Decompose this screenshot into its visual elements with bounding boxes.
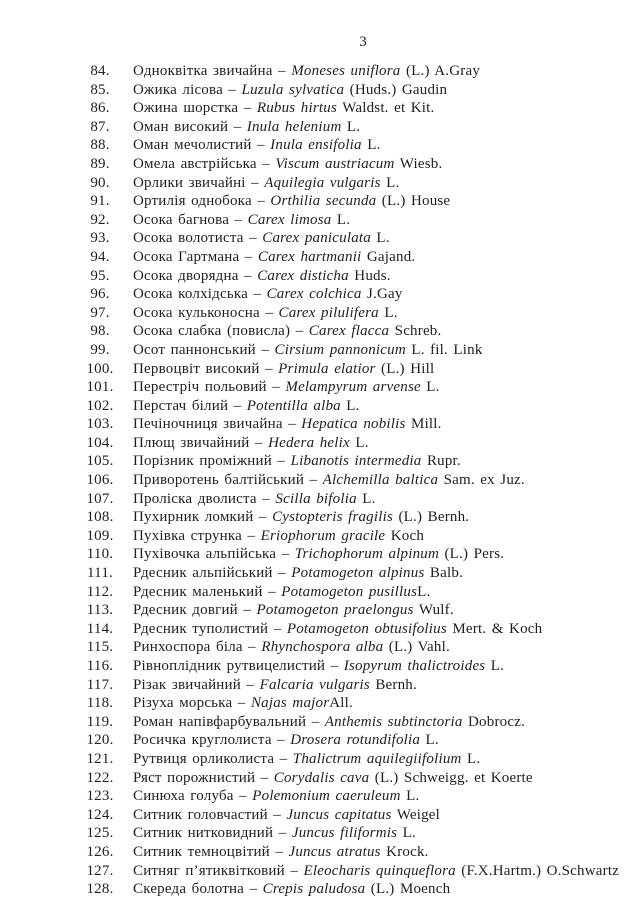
latin-name: Thalictrum aquilegiifolium [292,750,462,767]
list-item [0,545,640,564]
latin-name: Aquilegia vulgaris [264,174,381,191]
item-number: 115. [86,639,114,656]
ukrainian-name: Роман напівфарбувальний – [133,713,325,730]
ukrainian-name: Ситняг п’ятиквітковий – [133,862,304,879]
latin-name: Luzula sylvatica [241,81,345,98]
author-abbreviation: Bernh. [369,676,417,693]
item-text [120,99,434,118]
item-text [120,824,416,843]
ukrainian-name: Рдесник маленький – [133,583,282,600]
item-number: 90. [90,174,110,191]
ukrainian-name: Ожина шорстка – [133,100,257,117]
ukrainian-name: Ряст порожнистий – [133,769,274,786]
list-item [0,397,640,416]
item-text [120,657,504,676]
author-abbreviation: L. fil. Link [405,341,483,358]
latin-name: Cirsium pannonicum [274,341,406,358]
ukrainian-name: Скереда болотна – [133,881,263,898]
item-number: 87. [90,118,110,135]
item-text [120,341,483,360]
item-text [120,769,533,788]
item-number: 85. [90,81,110,98]
ukrainian-name: Ситник нитковидний – [133,825,292,842]
latin-name: Scilla bifolia [275,490,357,507]
latin-name: Primula elatior [278,360,376,377]
item-text [120,490,376,509]
item-number: 98. [90,323,110,340]
item-text [120,880,450,899]
list-item [0,322,640,341]
ukrainian-name: Рдесник довгий – [133,602,257,619]
author-abbreviation: Mert. & Koch [446,620,543,637]
item-text [120,601,454,620]
item-text [120,434,369,453]
latin-name: Anthemis subtinctoria [324,713,463,730]
ukrainian-name: Пухівка струнка – [133,527,261,544]
item-text [120,545,504,564]
item-text [120,285,403,304]
author-abbreviation: (L.) A.Gray [400,63,481,79]
author-abbreviation: Wiesb. [394,155,443,172]
author-abbreviation: (L.) Pers. [439,546,505,563]
latin-name: Cystopteris fragilis [272,509,394,526]
list-item [0,174,640,193]
item-number: 116. [86,658,114,674]
latin-name: Falcaria vulgaris [259,676,370,693]
author-abbreviation: L. [349,434,369,451]
ukrainian-name: Різуха морська – [133,695,251,712]
ukrainian-name: Оман мечолистий – [133,137,271,154]
ukrainian-name: Ринхоспора біла – [133,639,262,656]
list-item [0,118,640,137]
item-text [120,118,360,137]
latin-name: Carex pilulifera [278,304,379,321]
item-number: 101. [86,379,114,396]
item-number: 119. [86,713,114,730]
item-text [120,415,442,434]
item-number: 92. [90,211,110,228]
item-number: 97. [90,304,110,321]
latin-name: Carex colchica [266,286,362,303]
list-item [0,880,640,899]
list-item [0,564,640,583]
author-abbreviation: L. [397,825,416,842]
ukrainian-name: Ситник темноцвітий – [133,843,289,860]
item-number: 109. [86,527,114,544]
author-abbreviation: (L.) Schweigg. et Koerte [369,769,533,786]
item-number: 124. [86,806,114,823]
list-item [0,676,640,695]
latin-name: Carex paniculata [262,230,371,247]
list-item [0,508,640,527]
author-abbreviation: Mill. [405,416,442,433]
list-item [0,843,640,862]
latin-name: Orthilia secunda [270,193,377,210]
ukrainian-name: Осока кульконосна – [133,304,279,321]
list-item [0,360,640,379]
ukrainian-name: Омела австрійська – [133,155,276,172]
latin-name: Carex limosa [247,211,332,228]
author-abbreviation: (L.) Vahl. [383,639,450,656]
latin-name: Moneses uniflora [291,63,401,79]
latin-name: Carex disticha [257,267,349,284]
item-text [120,862,619,881]
author-abbreviation: Huds. [348,267,391,284]
author-abbreviation: All. [329,695,353,712]
ukrainian-name: Росичка круглолиста – [133,732,291,749]
item-text [120,620,542,639]
latin-name: Polemonium caeruleum [252,788,401,805]
item-text [120,731,439,750]
list-item [0,769,640,788]
item-text [120,378,440,397]
latin-name: Potamogeton obtusifolius [286,620,447,637]
item-text [120,229,390,248]
item-text [120,676,417,695]
latin-name: Corydalis cava [273,769,370,786]
item-text [120,750,480,769]
item-number: 89. [90,155,110,172]
list-item [0,620,640,639]
item-text [120,527,424,546]
ukrainian-name: Ситник головчастий – [133,806,287,823]
item-number: 122. [86,769,114,786]
list-item [0,136,640,155]
latin-name: Carex hartmanii [257,248,362,265]
item-text [120,192,450,211]
latin-name: Drosera rotundifolia [290,732,421,749]
item-number: 95. [90,267,110,284]
item-number: 121. [86,750,114,767]
list-item [0,713,640,732]
item-number: 128. [86,881,114,898]
ukrainian-name: Осока Гартмана – [133,248,258,265]
ukrainian-name: Печіночниця звичайна – [133,416,302,433]
ukrainian-name: Рівноплідник рутвицелистий – [133,658,344,674]
ukrainian-name: Різак звичайний – [133,676,260,693]
author-abbreviation: Gajand. [361,248,416,265]
item-text [120,62,480,81]
latin-name: Alchemilla baltica [322,472,439,489]
author-abbreviation: L. [420,732,439,749]
latin-name: Juncus capitatus [286,806,392,823]
item-number: 127. [86,862,114,879]
ukrainian-name: Ожика лісова – [133,81,242,98]
item-text [120,174,399,193]
ukrainian-name: Перестріч польовий – [133,379,286,396]
ukrainian-name: Рдесник альпійський – [133,565,292,582]
item-text [120,322,441,341]
list-item [0,731,640,750]
item-text [120,397,360,416]
item-text [120,155,442,174]
author-abbreviation: L. [361,137,381,154]
author-abbreviation: Dobrocz. [462,713,526,730]
ukrainian-name: Осока колхідська – [133,286,267,303]
latin-name: Inula ensifolia [270,137,362,154]
item-number: 93. [90,230,110,247]
author-abbreviation: L. [420,379,440,396]
ukrainian-name: Проліска дволиста – [133,490,276,507]
species-list [0,62,640,899]
latin-name: Crepis paludosa [262,881,366,898]
author-abbreviation: L. [461,750,481,767]
item-text [120,304,398,323]
ukrainian-name: Синюха голуба – [133,788,253,805]
item-number: 125. [86,825,114,842]
list-item [0,638,640,657]
latin-name: Libanotis intermedia [290,453,422,470]
item-number: 110. [86,546,114,563]
latin-name: Hepatica nobilis [301,416,406,433]
latin-name: Rubus hirtus [256,100,338,117]
ukrainian-name: Одноквітка звичайна – [133,63,292,79]
item-number: 117. [86,676,114,693]
item-number: 102. [86,397,114,414]
list-item [0,490,640,509]
item-text [120,136,381,155]
author-abbreviation: L. [417,583,431,600]
author-abbreviation: (L.) House [376,193,451,210]
list-item [0,583,640,602]
list-item [0,694,640,713]
ukrainian-name: Порізник проміжний – [133,453,291,470]
item-text [120,267,391,286]
latin-name: Rhynchospora alba [261,639,384,656]
list-item [0,267,640,286]
author-abbreviation: (L.) Hill [375,360,435,377]
ukrainian-name: Рдесник туполистий – [133,620,287,637]
author-abbreviation: Koch [385,527,425,544]
item-number: 86. [90,100,110,117]
item-text [120,471,525,490]
latin-name: Viscum austriacum [275,155,395,172]
ukrainian-name: Рутвиця орликолиста – [133,750,293,767]
latin-name: Isopyrum thalictroides [343,658,486,674]
ukrainian-name: Осока волотиста – [133,230,263,247]
ukrainian-name: Осот паннонський – [133,341,275,358]
item-number: 105. [86,453,114,470]
ukrainian-name: Плющ звичайний – [133,434,269,451]
author-abbreviation: L. [400,788,420,805]
item-number: 107. [86,490,114,507]
latin-name: Eleocharis quinqueflora [303,862,456,879]
ukrainian-name: Осока слабка (повисла) – [133,323,309,340]
item-text [120,787,419,806]
item-text [120,452,461,471]
ukrainian-name: Осока багнова – [133,211,248,228]
ukrainian-name: Приворотень балтійський – [133,472,323,489]
item-number: 91. [90,193,110,210]
latin-name: Melampyrum arvense [285,379,421,396]
ukrainian-name: Осока дворядна – [133,267,258,284]
latin-name: Carex flacca [308,323,390,340]
author-abbreviation: (L.) Moench [365,881,451,898]
item-text [120,211,350,230]
list-item [0,415,640,434]
latin-name: Hedera helix [268,434,350,451]
item-number: 118. [86,695,114,712]
item-number: 114. [86,620,114,637]
latin-name: Potentilla alba [246,397,341,414]
list-item [0,750,640,769]
author-abbreviation: Waldst. et Kit. [337,100,435,117]
author-abbreviation: Krock. [380,843,429,860]
item-number: 123. [86,788,114,805]
item-number: 120. [86,732,114,749]
author-abbreviation: L. [380,174,400,191]
item-number: 112. [86,583,114,600]
item-number: 88. [90,137,110,154]
list-item [0,62,640,81]
item-number: 84. [90,63,110,79]
list-item [0,304,640,323]
list-item [0,192,640,211]
item-text [120,360,434,379]
author-abbreviation: Wulf. [413,602,454,619]
author-abbreviation: L. [340,397,360,414]
list-item [0,378,640,397]
author-abbreviation: (Huds.) Gaudin [344,81,448,98]
item-number: 108. [86,509,114,526]
item-number: 94. [90,248,110,265]
list-item [0,527,640,546]
list-item [0,248,640,267]
latin-name: Potamogeton praelongus [256,602,414,619]
list-item [0,862,640,881]
author-abbreviation: Balb. [424,565,464,582]
item-text [120,713,525,732]
item-number: 104. [86,434,114,451]
author-abbreviation: L. [378,304,398,321]
item-text [120,583,430,602]
item-number: 111. [87,565,113,582]
ukrainian-name: Орлики звичайні – [133,174,265,191]
item-text [120,81,447,100]
item-number: 113. [86,602,114,619]
item-text [120,694,353,713]
list-item [0,155,640,174]
author-abbreviation: Weigel [391,806,441,823]
latin-name: Trichophorum alpinum [294,546,440,563]
author-abbreviation: (L.) Bernh. [393,509,470,526]
latin-name: Juncus filiformis [291,825,398,842]
latin-name: Najas major [250,695,330,712]
item-text [120,806,440,825]
item-number: 100. [86,360,114,377]
item-number: 103. [86,416,114,433]
latin-name: Eriophorum gracile [260,527,386,544]
latin-name: Potamogeton pusillus [281,583,418,600]
author-abbreviation: Sam. ex Juz. [438,472,525,489]
ukrainian-name: Первоцвіт високий – [133,360,279,377]
author-abbreviation: L. [331,211,351,228]
list-item [0,657,640,676]
item-text [120,843,429,862]
latin-name: Inula helenium [246,118,342,135]
latin-name: Potamogeton alpinus [291,565,425,582]
item-number: 99. [90,341,110,358]
item-number: 106. [86,472,114,489]
item-number: 96. [90,286,110,303]
item-number: 126. [86,843,114,860]
list-item [0,806,640,825]
list-item [0,824,640,843]
list-item [0,452,640,471]
ukrainian-name: Перстач білий – [133,397,247,414]
list-item [0,341,640,360]
list-item [0,99,640,118]
list-item [0,211,640,230]
author-abbreviation: L. [485,658,505,674]
item-text [120,638,450,657]
author-abbreviation: L. [370,230,390,247]
list-item [0,471,640,490]
item-text [120,248,415,267]
author-abbreviation: Schreb. [389,323,442,340]
page-number: 3 [359,34,367,50]
author-abbreviation: L. [341,118,361,135]
ukrainian-name: Оман високий – [133,118,247,135]
list-item [0,787,640,806]
author-abbreviation: (F.X.Hartm.) O.Schwartz [455,862,620,879]
ukrainian-name: Ортилія однобока – [133,193,271,210]
item-text [120,564,463,583]
latin-name: Juncus atratus [288,843,381,860]
list-item [0,229,640,248]
list-item [0,434,640,453]
author-abbreviation: J.Gay [361,286,403,303]
ukrainian-name: Пухівочка альпійська – [133,546,295,563]
list-item [0,285,640,304]
item-text [120,508,469,527]
author-abbreviation: Rupr. [421,453,461,470]
ukrainian-name: Пухирник ломкий – [133,509,273,526]
author-abbreviation: L. [356,490,376,507]
list-item [0,601,640,620]
list-item [0,81,640,100]
